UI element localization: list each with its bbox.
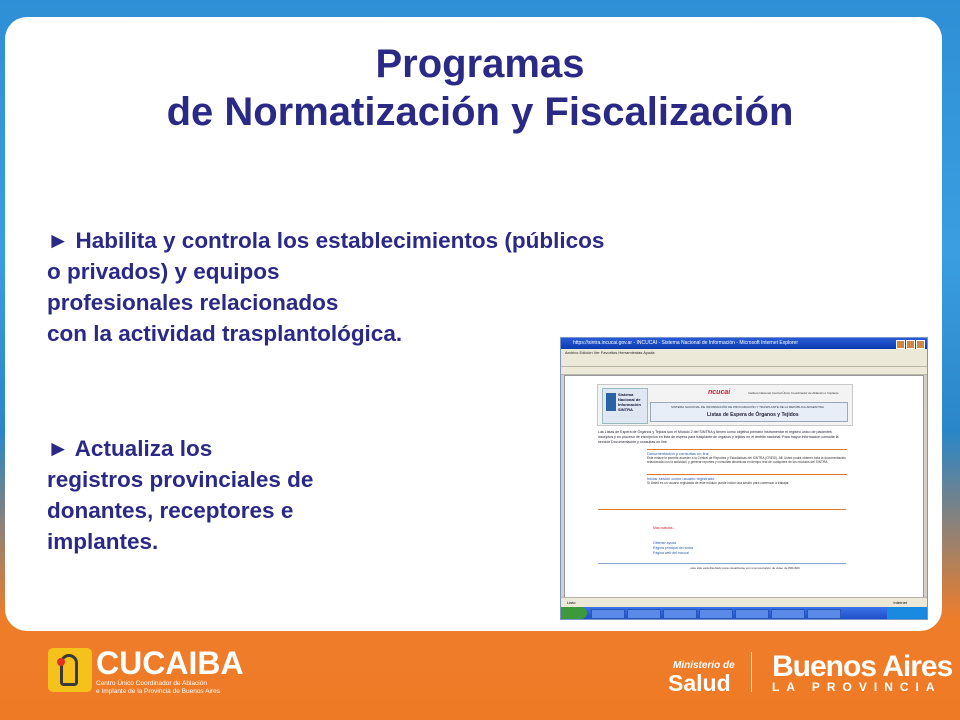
- footer-divider: [598, 563, 846, 564]
- start-button: [561, 607, 587, 619]
- band-title: Listas de Espera de Órganos y Tejidos: [707, 412, 799, 418]
- la-provincia-wordmark: LA PROVINCIA: [772, 680, 942, 694]
- login-text: Si Usted es un usuario registrado de este módulo puede iniciar una sesión para comenzar a trabajar.: [647, 481, 790, 485]
- browser-address-bar: [561, 367, 927, 375]
- institute-name: Instituto Nacional Central Único Coordinador de Ablación e Implante: [748, 391, 839, 395]
- help-links: [653, 541, 693, 556]
- sintra-logo-text: Sistema Nacional de Información SINTRA: [618, 392, 641, 412]
- logo-separator: [751, 652, 752, 692]
- bullet2-line: registros provinciales de: [47, 467, 314, 492]
- ncucai-logo: ncucai: [708, 389, 731, 396]
- taskbar-app: [699, 609, 733, 619]
- browser-title: https://sintra.incucai.gov.ar - INCUCAI - Sistema Nacional de Información - Microsoft Internet Explorer: [573, 340, 798, 346]
- bullet1-line: profesionales relacionados: [47, 290, 339, 315]
- taskbar-app: [771, 609, 805, 619]
- taskbar-app: [627, 609, 661, 619]
- cucaiba-subtitle-line: Centro Único Coordinador de Ablación: [96, 680, 207, 687]
- sintra-band: [650, 402, 848, 422]
- sintra-screenshot: [560, 337, 928, 620]
- bullet2-line: donantes, receptores e: [47, 498, 294, 523]
- sintra-logo: [602, 388, 648, 424]
- resolution-note: este sitio está diseñado para visualizarse con una resolución de video de 800x600: [690, 566, 800, 570]
- browser-toolbar: [561, 357, 927, 367]
- section-login: [647, 474, 847, 491]
- slide-title: [0, 40, 960, 136]
- section-docs: [647, 449, 847, 470]
- intro-text: Las Listas de Espera de Órganos y Tejidos son el Módulo 2 del SINTRA y tienen como objetivo primario instrumentar el registro único de pacientes inscriptos y en proceso de inscripción en lista de espera para trasplante de órganos y tejidos en el ámbito nacional. Para mayor información consulte la sección Documentación y consultas on line.: [598, 430, 839, 444]
- docs-link: Documentación y consultas on line: [647, 451, 709, 456]
- cucaiba-subtitle: [96, 680, 220, 695]
- title-line-1: Programas: [375, 42, 585, 86]
- divider: [598, 509, 846, 510]
- ministerio-label: Ministerio de: [673, 660, 735, 671]
- cucaiba-logo-icon: [48, 648, 92, 692]
- status-left: Listo: [567, 600, 576, 605]
- browser-menu: Archivo Edición Ver Favoritos Herramientas Ayuda: [561, 349, 927, 357]
- bullet2-line: ► Actualiza los: [47, 436, 213, 461]
- bullet1-line: ► Habilita y controla los establecimientos (públicos: [47, 228, 605, 253]
- cucaiba-subtitle-line: e Implante de la Provincia de Buenos Aires: [96, 687, 220, 695]
- link-help: Obtener ayuda: [653, 541, 677, 545]
- bullet1-line: con la actividad trasplantológica.: [47, 321, 403, 346]
- link-incucai: Página web del incucai: [653, 551, 689, 555]
- bullet-habilita: [47, 225, 867, 349]
- link-sintra: Página principal del sintra: [653, 546, 694, 550]
- taskbar-app: [735, 609, 769, 619]
- bullet1-line: o privados) y equipos: [47, 259, 280, 284]
- bullet-actualiza: [47, 433, 567, 557]
- browser-statusbar: [561, 597, 927, 607]
- status-zone: Internet: [893, 600, 907, 605]
- taskbar-app: [807, 609, 841, 619]
- bullet2-line: implantes.: [47, 529, 159, 554]
- docs-text: Este enlace le permite acceder a la Central de Reportes y Estadísticas del SINTRA (CRESI). Allí Usted podrá obtener toda la documentación relacionada con la actividad, y generar reportes y consultas dinámicas en tiempo real de cualquiera de los módulos del SINTRA.: [647, 456, 846, 464]
- heart-icon: [57, 658, 65, 666]
- login-link: Iniciar sesión como usuario registrado: [647, 476, 715, 481]
- browser-titlebar: [561, 338, 927, 349]
- buenos-aires-wordmark: Buenos Aires: [772, 650, 953, 683]
- band-subtitle: SISTEMA NACIONAL DE INFORMACIÓN DE PROCURACIÓN Y TRASPLANTE DE LA REPÚBLICA ARGENTINA: [671, 405, 824, 409]
- taskbar-app: [591, 609, 625, 619]
- windows-taskbar: [561, 607, 927, 619]
- system-tray: [887, 607, 927, 619]
- salud-label: Salud: [668, 670, 731, 696]
- title-line-2: de Normatización y Fiscalización: [166, 90, 794, 134]
- more-news-link: Más noticias...: [653, 526, 676, 530]
- cucaiba-wordmark: CUCAIBA: [96, 645, 244, 681]
- sintra-header: [597, 384, 853, 426]
- window-controls: [896, 340, 925, 349]
- taskbar-app: [663, 609, 697, 619]
- sintra-page: [564, 375, 924, 599]
